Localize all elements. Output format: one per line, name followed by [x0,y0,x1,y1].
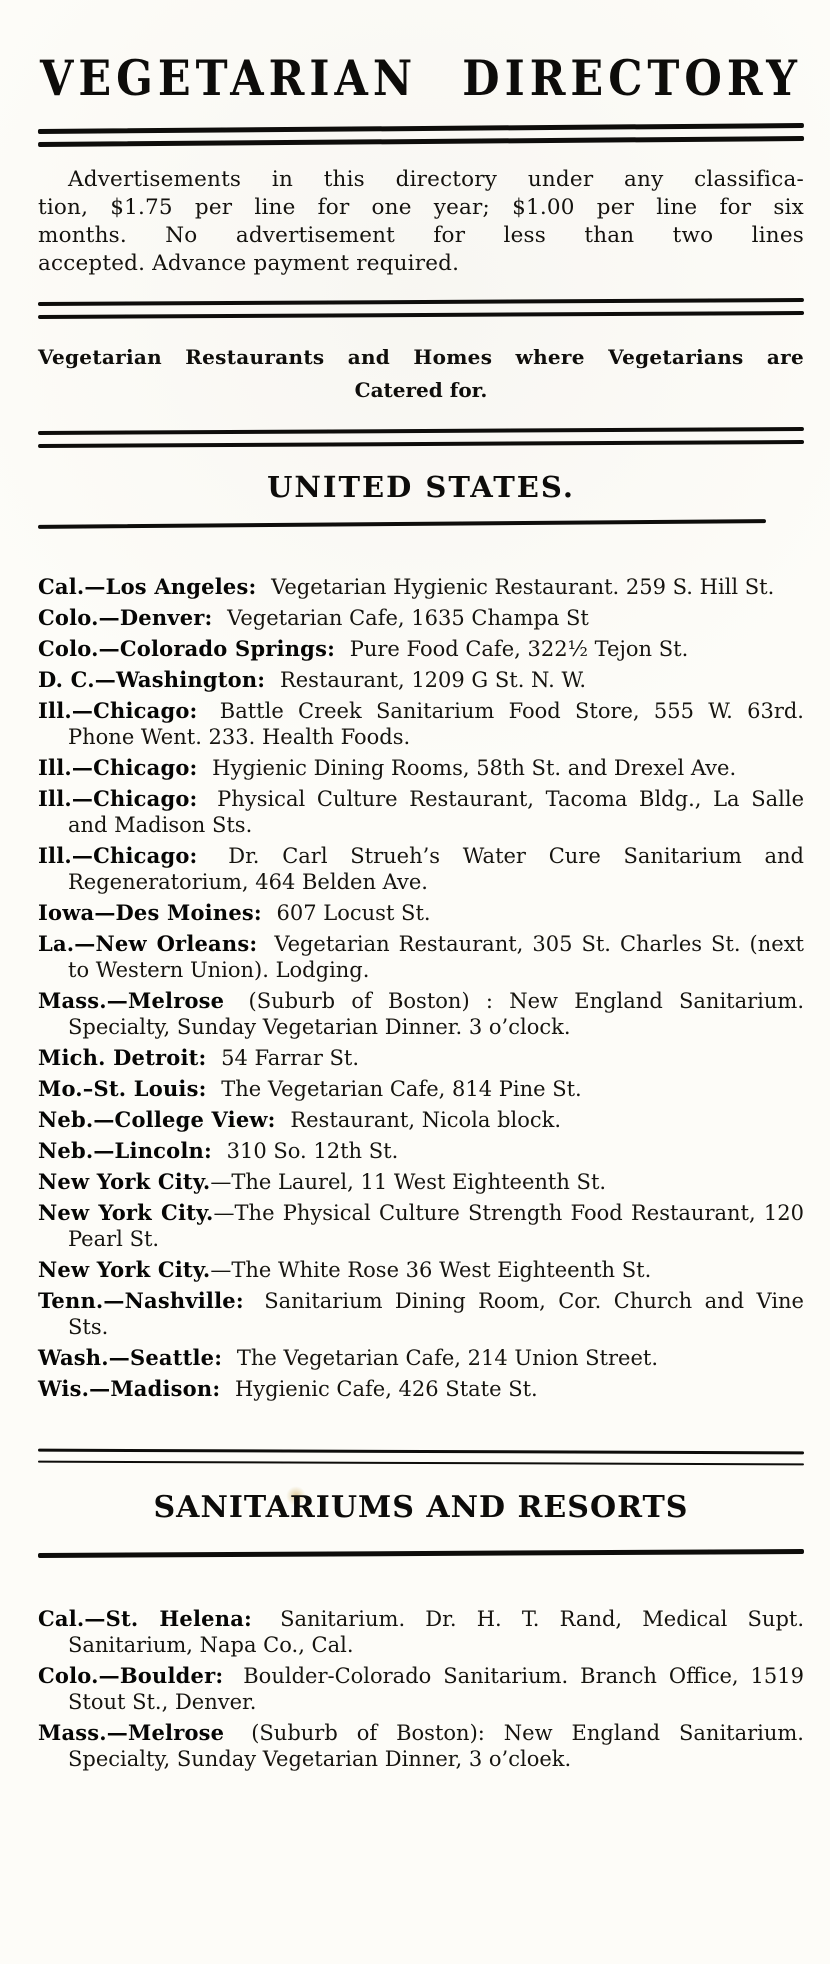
entry-location: New York City. [38,1257,211,1282]
intro-line: months. No advertisement for less than two lines [38,223,804,248]
divider-rule [38,1449,804,1466]
entry-location: Ill.—Chicago: [38,755,198,780]
directory-entry [38,1663,804,1715]
entry-description: 607 Locust St. [269,901,431,925]
entry-location: Neb.—College View: [38,1107,276,1132]
directory-entry [38,1257,804,1283]
divider-bar [38,427,804,435]
entry-description: 310 So. 12th St. [219,1139,399,1163]
directory-entry [38,931,804,983]
divider-bar [38,1449,804,1454]
directory-subtitle [38,341,804,407]
directory-entry [38,1169,804,1195]
page-title-word-right: DIRECTORY [462,50,802,108]
entry-location: New York City. [38,1169,211,1194]
intro-line: Advertisements in this directory under any classifica- [68,167,804,192]
entry-description: (Suburb of Boston) : New England Sanitarium. Specialty, Sunday Vegetarian Dinner. 3 o’clock. [68,989,804,1039]
entry-description: Restaurant, 1209 G St. N. W. [273,668,587,692]
directory-entry [38,574,804,600]
entry-location: Ill.—Chicago: [38,843,198,868]
directory-entry [38,786,804,838]
entry-description: Restaurant, Nicola block. [283,1108,562,1132]
directory-entry [38,900,804,926]
directory-entry [38,636,804,662]
intro-line: accepted. Advance payment required. [38,251,460,276]
directory-entry [38,988,804,1040]
directory-entry [38,1138,804,1164]
entry-description: 54 Farrar St. [214,1046,360,1070]
divider-rule [38,1549,804,1558]
divider-bar [38,311,804,319]
section-heading-united-states: UNITED STATES. [267,470,575,504]
divider-rule [38,123,804,147]
entry-description: Physical Culture Restaurant, Tacoma Bldg., La Salle and Madison Sts. [68,787,804,837]
entry-description: Vegetarian Restaurant, 305 St. Charles St. (next to Western Union). Lodging. [68,932,804,982]
directory-entry [38,667,804,693]
entry-location: Colo.—Colorado Springs: [38,636,336,661]
divider-rule [38,427,804,448]
divider-bar [38,440,804,448]
entry-description: Sanitarium Dining Room, Cor. Church and Vine Sts. [68,1289,804,1339]
entry-description: Boulder-Colorado Sanitarium. Branch Office, 1519 Stout St., Denver. [68,1664,804,1714]
entry-description: Sanitarium. Dr. H. T. Rand, Medical Supt. Sanitarium, Napa Co., Cal. [68,1607,804,1657]
divider-bar [38,1460,804,1465]
entry-location: Cal.—Los Angeles: [38,574,257,599]
directory-entry [38,1288,804,1340]
entry-location: Cal.—St. Helena: [38,1606,252,1631]
entry-description: The Vegetarian Cafe, 814 Pine St. [214,1077,582,1101]
entry-location: D. C.—Washington: [38,667,266,692]
entry-location: Colo.—Boulder: [38,1663,224,1688]
directory-entry [38,755,804,781]
us-entries-list [38,574,804,1402]
divider-bar [38,298,804,306]
directory-entry [38,1107,804,1133]
entry-location: Colo.—Denver: [38,605,213,630]
page-title [38,50,804,108]
entry-location: Neb.—Lincoln: [38,1138,212,1163]
directory-entry [38,1200,804,1252]
sanitariums-entries-list [38,1606,804,1772]
intro-line: tion, $1.75 per line for one year; $1.00 per line for six [38,195,804,220]
page-title-word-left: VEGETARIAN [40,50,418,108]
entry-description: Hygienic Dining Rooms, 58th St. and Drexel Ave. [205,756,737,780]
divider-rule [38,298,804,319]
entry-description: Vegetarian Cafe, 1635 Champa St [220,606,589,630]
entry-description: The Vegetarian Cafe, 214 Union Street. [230,1346,658,1370]
divider-rule [38,519,766,529]
entry-description: Pure Food Cafe, 322½ Tejon St. [343,637,689,661]
directory-entry [38,605,804,631]
divider-bar [38,123,804,134]
entry-location: New York City. [38,1200,214,1225]
directory-entry [38,843,804,895]
directory-entry [38,1345,804,1371]
entry-location: Wash.—Seattle: [38,1345,223,1370]
entry-description: (Suburb of Boston): New England Sanitarium. Specialty, Sunday Vegetarian Dinner, 3 o’cloek. [68,1721,804,1771]
entry-description: Dr. Carl Strueh’s Water Cure Sanitarium and Regeneratorium, 464 Belden Ave. [68,844,804,894]
advertising-rates-paragraph [38,166,804,278]
entry-description: Battle Creek Sanitarium Food Store, 555 W. 63rd. Phone Went. 233. Health Foods. [68,699,804,749]
entry-description: Vegetarian Hygienic Restaurant. 259 S. Hill St. [264,575,775,599]
directory-entry [38,698,804,750]
entry-description: Hygienic Cafe, 426 State St. [228,1377,538,1401]
entry-location: Iowa—Des Moines: [38,900,262,925]
entry-location: Mass.—Melrose [38,988,225,1013]
entry-location: Mass.—Melrose [38,1720,225,1745]
directory-entry [38,1045,804,1071]
entry-description: —The Physical Culture Strength Food Restaurant, 120 Pearl St. [68,1201,804,1251]
entry-location: Tenn.—Nashville: [38,1288,244,1313]
directory-entry [38,1720,804,1772]
entry-location: Mo.–St. Louis: [38,1076,207,1101]
entry-location: Wis.—Madison: [38,1376,221,1401]
subtitle-line: Catered for. [354,378,488,402]
section-heading-sanitariums: SANITARIUMS AND RESORTS [153,1490,689,1525]
entry-location: La.—New Orleans: [38,931,258,956]
directory-entry [38,1376,804,1402]
divider-bar [38,136,804,147]
directory-entry [38,1076,804,1102]
directory-entry [38,1606,804,1658]
subtitle-line: Vegetarian Restaurants and Homes where Vegetarians are [38,345,804,369]
entry-description: —The White Rose 36 West Eighteenth St. [210,1258,652,1282]
entry-location: Mich. Detroit: [38,1045,207,1070]
entry-location: Ill.—Chicago: [38,698,198,723]
entry-description: —The Laurel, 11 West Eighteenth St. [210,1170,607,1194]
entry-location: Ill.—Chicago: [38,786,198,811]
